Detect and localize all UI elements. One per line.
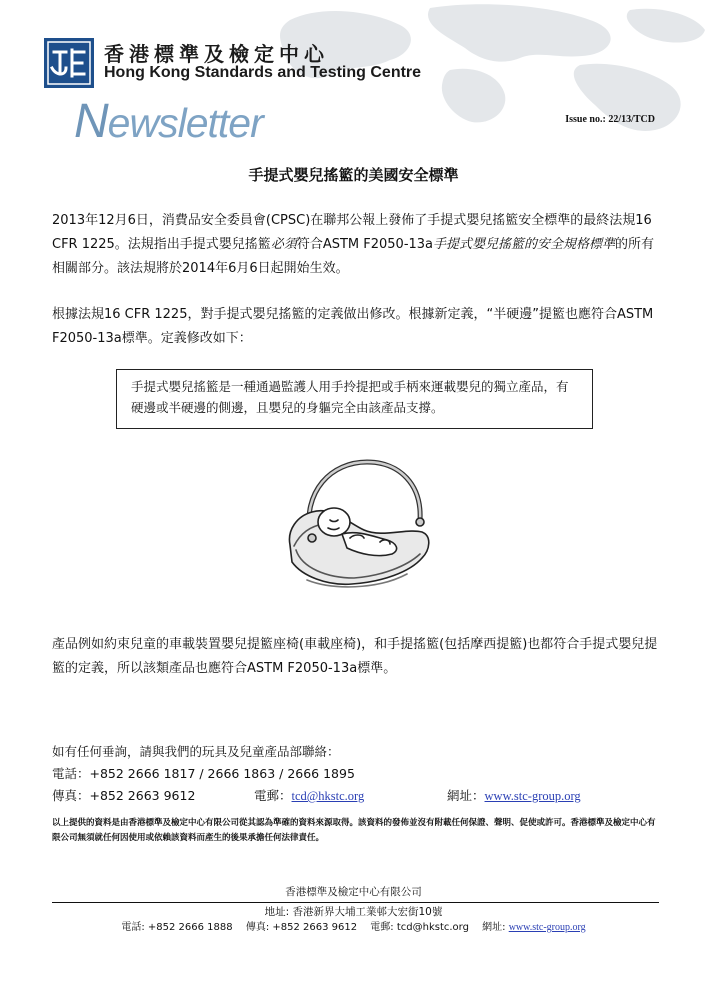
contact-block — [52, 741, 581, 807]
footer-tel: 電話: +852 2666 1888 — [121, 922, 233, 933]
para1-emphasis-must: 必須 — [270, 237, 297, 252]
contact-web-link[interactable]: www.stc-group.org — [484, 789, 581, 803]
para1-text-e: 的所有相關部分。該法規將於2014年6月6日起開始生效。 — [52, 237, 655, 276]
contact-telephone: 電話：+852 2666 1817 / 2666 1863 / 2666 1895 — [52, 766, 355, 781]
paragraph-1 — [52, 209, 660, 281]
footer-address: 地址: 香港新界大埔工業邨大宏街10號 — [264, 906, 443, 918]
stc-logo — [44, 38, 94, 88]
footer-details — [0, 904, 707, 936]
contact-email-label: 電郵： — [254, 788, 292, 803]
newsletter-wordmark — [74, 94, 263, 149]
footer-web-link[interactable]: www.stc-group.org — [508, 922, 586, 933]
newsletter-rest: ewsletter — [107, 100, 263, 146]
footer-email: 電郵: tcd@hkstc.org — [370, 922, 469, 933]
para1-standard-title: 手提式嬰兒搖籃的安全規格標準 — [433, 237, 616, 252]
footer-contact-line — [0, 920, 707, 936]
issue-number: Issue no.: 22/13/TCD — [565, 114, 655, 125]
para1-text-c: 符合ASTM F2050-13a — [296, 237, 434, 252]
newsletter-first-letter: N — [74, 95, 108, 148]
disclaimer: 以上提供的資料是由香港標準及檢定中心有限公司從其認為準確的資料來源取得。該資料的發佈並沒有附載任何保證、聲明、促使或許可。香港標準及檢定中心有限公司無須就任何因使用或依賴該資料而產生的後果承擔任何法律責任。 — [52, 818, 656, 843]
org-name-zh: 香港標準及檢定中心 — [104, 42, 329, 66]
para1-text-a: 2013年12月6日，消費品安全委員會(CPSC)在聯邦公報上發佈了手提式嬰兒搖籃安全標準的最終法規16 CFR 1225。法規指出手提式嬰兒搖籃 — [52, 213, 652, 252]
paragraph-2: 根據法規16 CFR 1225，對手提式嬰兒搖籃的定義做出修改。根據新定義，“半硬邊”提籃也應符合ASTM F2050-13a標準。定義修改如下： — [52, 307, 654, 346]
contact-row-3 — [52, 785, 581, 807]
org-name-en: Hong Kong Standards and Testing Centre — [104, 64, 422, 81]
footer-divider — [52, 902, 659, 903]
contact-web-group — [447, 785, 581, 807]
footer-web-label: 網址: — [482, 922, 509, 933]
footer-company: 香港標準及檢定中心有限公司 — [285, 886, 422, 898]
paragraph-3: 產品例如約束兒童的車載裝置嬰兒提籃座椅(車載座椅)，和手提搖籃(包括摩西提籃)也都符合手提式嬰兒提籃的定義，所以該類產品也應符合ASTM F2050-13a標準。 — [52, 637, 658, 676]
footer — [0, 884, 707, 900]
contact-email-link[interactable]: tcd@hkstc.org — [291, 789, 365, 803]
definition-box: 手提式嬰兒搖籃是一種通過監護人用手拎提把或手柄來運載嬰兒的獨立產品，有硬邊或半硬邊的側邊，且嬰兒的身軀完全由該產品支撐。 — [116, 369, 593, 429]
article-title: 手提式嬰兒搖籃的美國安全標準 — [248, 166, 459, 184]
infant-carrier-illustration — [272, 450, 437, 595]
footer-fax: 傳真: +852 2663 9612 — [245, 922, 358, 933]
contact-intro: 如有任何垂詢，請與我們的玩具及兒童產品部聯絡： — [52, 744, 340, 759]
contact-fax: 傳真：+852 2663 9612 — [52, 788, 196, 803]
contact-web-label: 網址： — [447, 788, 485, 803]
contact-email-group — [254, 785, 364, 807]
